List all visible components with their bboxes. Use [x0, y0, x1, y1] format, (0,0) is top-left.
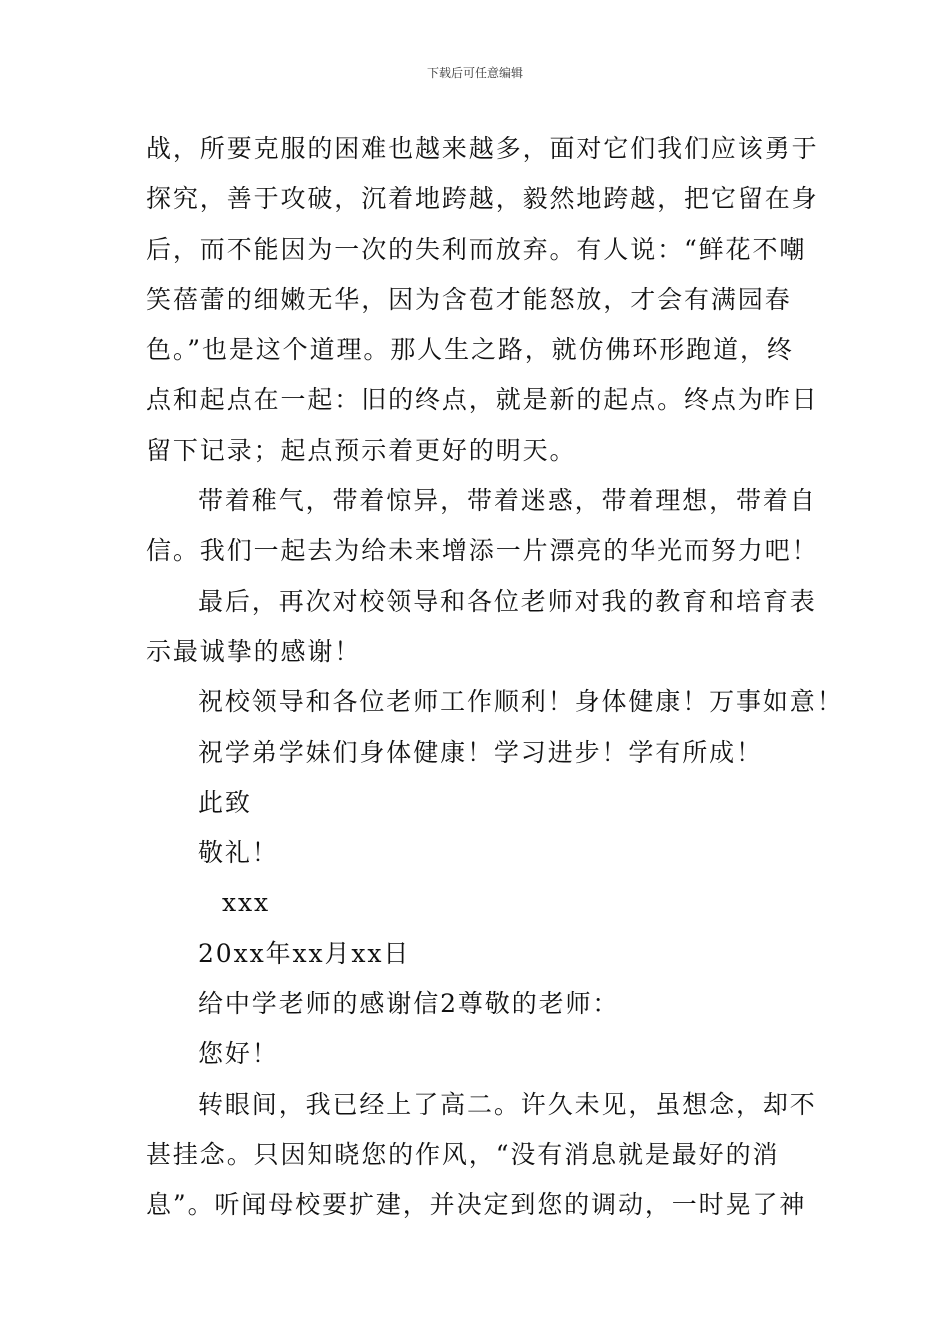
paragraph-1 — [146, 124, 819, 476]
signature: xxx — [222, 888, 270, 918]
wish-line-teachers: 祝校领导和各位老师工作顺利！身体健康！万事如意！ — [198, 687, 844, 717]
text-line: 后，而不能因为一次的失利而放弃。有人说：“鲜花不嘲 — [146, 234, 807, 264]
document-body — [146, 124, 844, 1231]
text-line: 信。我们一起去为给未来增添一片漂亮的华光而努力吧！ — [146, 536, 819, 566]
paragraph-2 — [146, 476, 819, 577]
closing-salutation: 此致 — [198, 787, 252, 817]
text-line: 色。”也是这个道理。那人生之路，就仿佛环形跑道，终 — [146, 335, 794, 365]
wish-line-students: 祝学弟学妹们身体健康！学习进步！学有所成！ — [198, 737, 763, 767]
text-line: 最后，再次对校领导和各位老师对我的教育和培育表 — [198, 586, 817, 616]
paragraph-4 — [146, 1080, 817, 1231]
greeting: 您好！ — [198, 1039, 279, 1069]
letter-date: 20xx年xx月xx日 — [198, 938, 411, 968]
text-line: 示最诚挚的感谢！ — [146, 636, 362, 666]
text-line: 笑蓓蕾的细嫩无华，因为含苞才能怒放，才会有满园春 — [146, 284, 792, 314]
text-line: 甚挂念。只因知晓您的作风，“没有消息就是最好的消 — [146, 1139, 780, 1169]
paragraph-3 — [146, 577, 817, 678]
text-line: 转眼间，我已经上了高二。许久未见，虽想念，却不 — [198, 1089, 817, 1119]
page-header-note: 下载后可任意编辑 — [426, 66, 523, 80]
text-line: 留下记录；起点预示着更好的明天。 — [146, 435, 577, 465]
text-line: 探究，善于攻破，沉着地跨越，毅然地跨越，把它留在身 — [146, 184, 819, 214]
text-line: 息”。听闻母校要扩建，并决定到您的调动，一时晃了神 — [146, 1190, 807, 1220]
closing-regards: 敬礼！ — [198, 838, 279, 868]
text-line: 点和起点在一起：旧的终点，就是新的起点。终点为昨日 — [146, 385, 819, 415]
text-line: 带着稚气，带着惊异，带着迷惑，带着理想，带着自 — [198, 486, 817, 516]
text-line: 战，所要克服的困难也越来越多，面对它们我们应该勇于 — [146, 134, 819, 163]
letter-2-title: 给中学老师的感谢信2尊敬的老师： — [198, 989, 620, 1019]
